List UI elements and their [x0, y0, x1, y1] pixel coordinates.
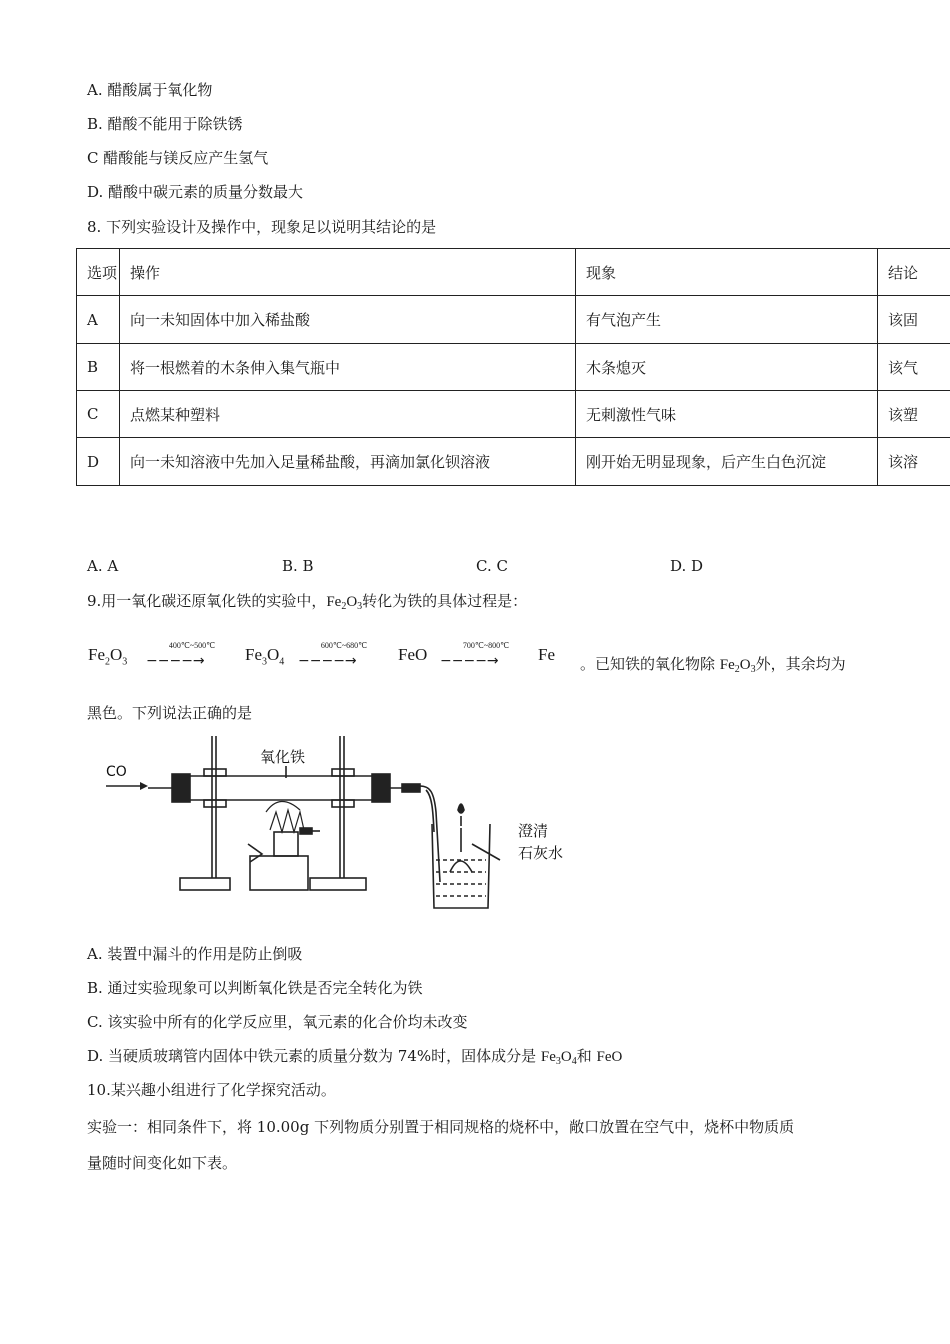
burner-base: [250, 856, 308, 890]
q10-exp1-line2: 量随时间变化如下表。: [87, 1154, 238, 1172]
q8-choice-a: A. A: [87, 557, 119, 575]
funnel: [450, 861, 472, 872]
arrow-head-icon: [140, 782, 148, 790]
scheme-followup: 。已知铁的氧化物除 $Fe_2O_3$外，其余均为: [580, 655, 846, 675]
co-label: CO: [106, 764, 127, 780]
table-cell: 该固: [878, 296, 950, 344]
iron-oxide-label: 氧化铁: [260, 748, 306, 766]
table-cell: 该溶: [878, 438, 950, 486]
q8-choice-d: D. D: [670, 557, 704, 575]
table-cell: C: [77, 391, 120, 438]
table-cell: 将一根燃着的木条伸入集气瓶中: [120, 344, 576, 391]
right-stand-base: [310, 878, 366, 890]
q9-option-b: B. 通过实验现象可以判断氧化铁是否完全转化为铁: [87, 979, 423, 997]
table-cell: 向一未知溶液中先加入足量稀盐酸，再滴加氯化钡溶液: [120, 438, 576, 486]
left-stopper: [172, 774, 190, 802]
lamp-flame: [458, 804, 464, 813]
species-fe3o4: $Fe_3O_4$: [245, 645, 285, 668]
table-cell: 木条熄灭: [576, 344, 878, 391]
table-row: [77, 296, 950, 344]
q8-stem: 8. 下列实验设计及操作中，现象足以说明其结论的是: [87, 218, 437, 236]
table-header-cell: 选项: [77, 249, 120, 296]
table-cell: 点燃某种塑料: [120, 391, 576, 438]
table-cell: D: [77, 438, 120, 486]
limewater-label: 石灰水: [518, 844, 564, 862]
table-cell: 有气泡产生: [576, 296, 878, 344]
table-cell: B: [77, 344, 120, 391]
q7-option-d: D. 醋酸中碳元素的质量分数最大: [87, 183, 304, 201]
q9-option-c: C. 该实验中所有的化学反应里，氧元素的化合价均未改变: [87, 1013, 468, 1031]
species-fe: Fe: [538, 645, 555, 664]
table-cell: 向一未知固体中加入稀盐酸: [120, 296, 576, 344]
q7-option-c: C 醋酸能与镁反应产生氢气: [87, 149, 269, 167]
q9-option-d: D. 当硬质玻璃管内固体中铁元素的质量分数为 74%时，固体成分是 $Fe_3O_4$和 FeO: [87, 1047, 623, 1067]
species-feo: FeO: [398, 645, 428, 664]
table-cell: 该气: [878, 344, 950, 391]
q8-choice-b: B. B: [282, 557, 314, 575]
apparatus-figure: [100, 732, 580, 912]
q9-stem: 9.用一氧化碳还原氧化铁的实验中，$Fe_2O_3$转化为铁的具体过程是：: [87, 592, 528, 612]
table-row: [77, 438, 950, 486]
table-header-cell: 操作: [120, 249, 576, 296]
q9-option-a: A. 装置中漏斗的作用是防止倒吸: [87, 945, 303, 963]
table-row: [77, 391, 950, 438]
species-fe2o3: $Fe_2O_3$: [88, 645, 128, 668]
table-row: [77, 344, 950, 391]
q10-stem: 10.某兴趣小组进行了化学探究活动。: [87, 1081, 336, 1099]
left-stand-base: [180, 878, 230, 890]
q8-table: [76, 248, 950, 486]
table-cell: 刚开始无明显现象，后产生白色沉淀: [576, 438, 878, 486]
right-stopper: [372, 774, 390, 802]
limewater-label: 澄清: [518, 822, 549, 840]
reaction-scheme: $Fe_2O_3$ 400℃~500℃ −−−−→ $Fe_3O_4$ 600℃~680℃ −−−−→ FeO 700℃~800℃ −−−−→ Fe: [88, 641, 555, 669]
table-header-cell: 现象: [576, 249, 878, 296]
q10-exp1-line1: 实验一：相同条件下，将 10.00g 下列物质分别置于相同规格的烧杯中，敞口放置在空气中，烧杯中物质质: [87, 1118, 795, 1136]
q8-choice-c: C. C: [476, 557, 508, 575]
table-cell: 无刺激性气味: [576, 391, 878, 438]
table-cell: A: [77, 296, 120, 344]
q7-option-b: B. 醋酸不能用于除铁锈: [87, 115, 243, 133]
q7-option-a: A. 醋酸属于氧化物: [87, 81, 213, 99]
q9-continuation: 黑色。下列说法正确的是: [87, 704, 253, 722]
table-cell: 该塑: [878, 391, 950, 438]
table-header-row: [77, 249, 950, 296]
table-header-cell: 结论: [878, 249, 950, 296]
burner-flame: [270, 810, 304, 832]
